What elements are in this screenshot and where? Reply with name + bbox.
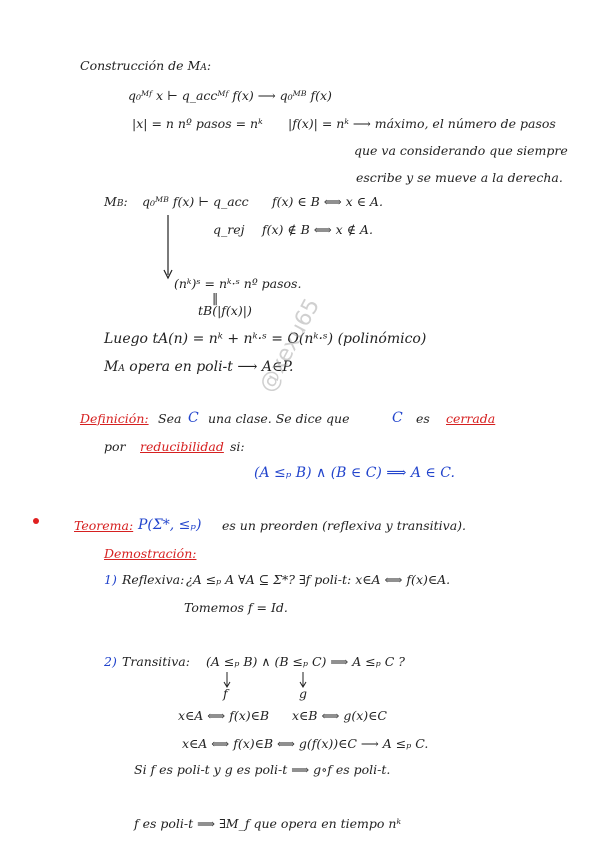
definition-text-1: Sea — [158, 411, 182, 426]
construction-line-4: escribe y se mueve a la derecha. — [356, 170, 563, 185]
transitive-line-4: f es poli-t ⟹ ∃M_f que opera en tiempo nᵏ — [134, 816, 402, 831]
theorem-label: Teorema: — [74, 518, 134, 533]
watermark: @xexu65 — [255, 294, 326, 397]
transitive-line-1b: x∈B ⟺ g(x)∈C — [292, 708, 387, 723]
construction-heading: Construcción de MA: — [80, 58, 212, 73]
ma-line: MA opera en poli-t ⟶ A∈P. — [104, 359, 294, 375]
mb-pasos: (nᵏ)ˢ = nᵏ·ˢ nº pasos. — [174, 276, 302, 291]
reflexive-tomemos: Tomemos f = Id. — [184, 600, 288, 615]
reflexive-text: ¿A ≤ₚ A ∀A ⊆ Σ*? ∃f poli-t: x∈A ⟺ f(x)∈A. — [186, 572, 451, 587]
luego-line: Luego tA(n) = nᵏ + nᵏ·ˢ = O(nᵏ·ˢ) (polinómico) — [104, 331, 427, 347]
definition-text-2: una clase. Se dice que — [208, 411, 350, 426]
reflexive-label: Reflexiva: — [122, 572, 185, 587]
definition-label: Definición: — [80, 411, 149, 426]
mb-eq-mark: ‖ — [212, 290, 219, 305]
definition-formula: (A ≤ₚ B) ∧ (B ∈ C) ⟹ A ∈ C. — [254, 465, 455, 481]
reflexive-number: 1) — [104, 572, 117, 587]
transitive-text: (A ≤ₚ B) ∧ (B ≤ₚ C) ⟹ A ≤ₚ C ? — [206, 654, 405, 669]
mb-rej: q_rej — [213, 222, 245, 237]
definition-text-3: es — [416, 411, 430, 426]
mb-tb: tB(|f(x)|) — [198, 303, 252, 318]
construction-line-1: q₀ᴹᶠ x ⊢ q_accᴹᶠ f(x) ⟶ q₀ᴹᴮ f(x) — [128, 88, 332, 103]
definition-cerrada: cerrada — [446, 411, 496, 426]
mb-cond-2: f(x) ∉ B ⟺ x ∉ A. — [262, 222, 373, 237]
construction-line-2a: |x| = n nº pasos = nᵏ — [132, 116, 263, 131]
transitive-g: g — [299, 686, 308, 701]
definition-si: si: — [230, 439, 245, 454]
mb-label: MB: — [104, 194, 128, 209]
demo-label: Demostración: — [104, 546, 197, 561]
transitive-line-1a: x∈A ⟺ f(x)∈B — [178, 708, 270, 723]
definition-por: por — [104, 439, 126, 454]
mb-cond-1: f(x) ∈ B ⟺ x ∈ A. — [272, 194, 383, 209]
class-c-symbol-2: C — [392, 410, 403, 426]
class-c-symbol: C — [188, 410, 199, 426]
transitive-f: f — [223, 686, 228, 701]
definition-reducibilidad: reducibilidad — [140, 439, 224, 454]
construction-line-3: que va considerando que siempre — [354, 143, 568, 158]
transitive-line-3: Si f es poli-t y g es poli-t ⟹ g∘f es poli-t. — [134, 762, 391, 777]
mb-start: q₀ᴹᴮ f(x) ⊢ q_acc — [142, 194, 249, 209]
transitive-label: Transitiva: — [122, 654, 190, 669]
transitive-line-2: x∈A ⟺ f(x)∈B ⟺ g(f(x))∈C ⟶ A ≤ₚ C. — [182, 736, 429, 751]
theorem-text: es un preorden (reflexiva y transitiva). — [222, 518, 467, 533]
transitive-number: 2) — [104, 654, 117, 669]
construction-line-2b: |f(x)| = nᵏ ⟶ máximo, el número de pasos — [288, 116, 556, 131]
theorem-formula: P(Σ*, ≤ₚ) — [138, 517, 202, 533]
